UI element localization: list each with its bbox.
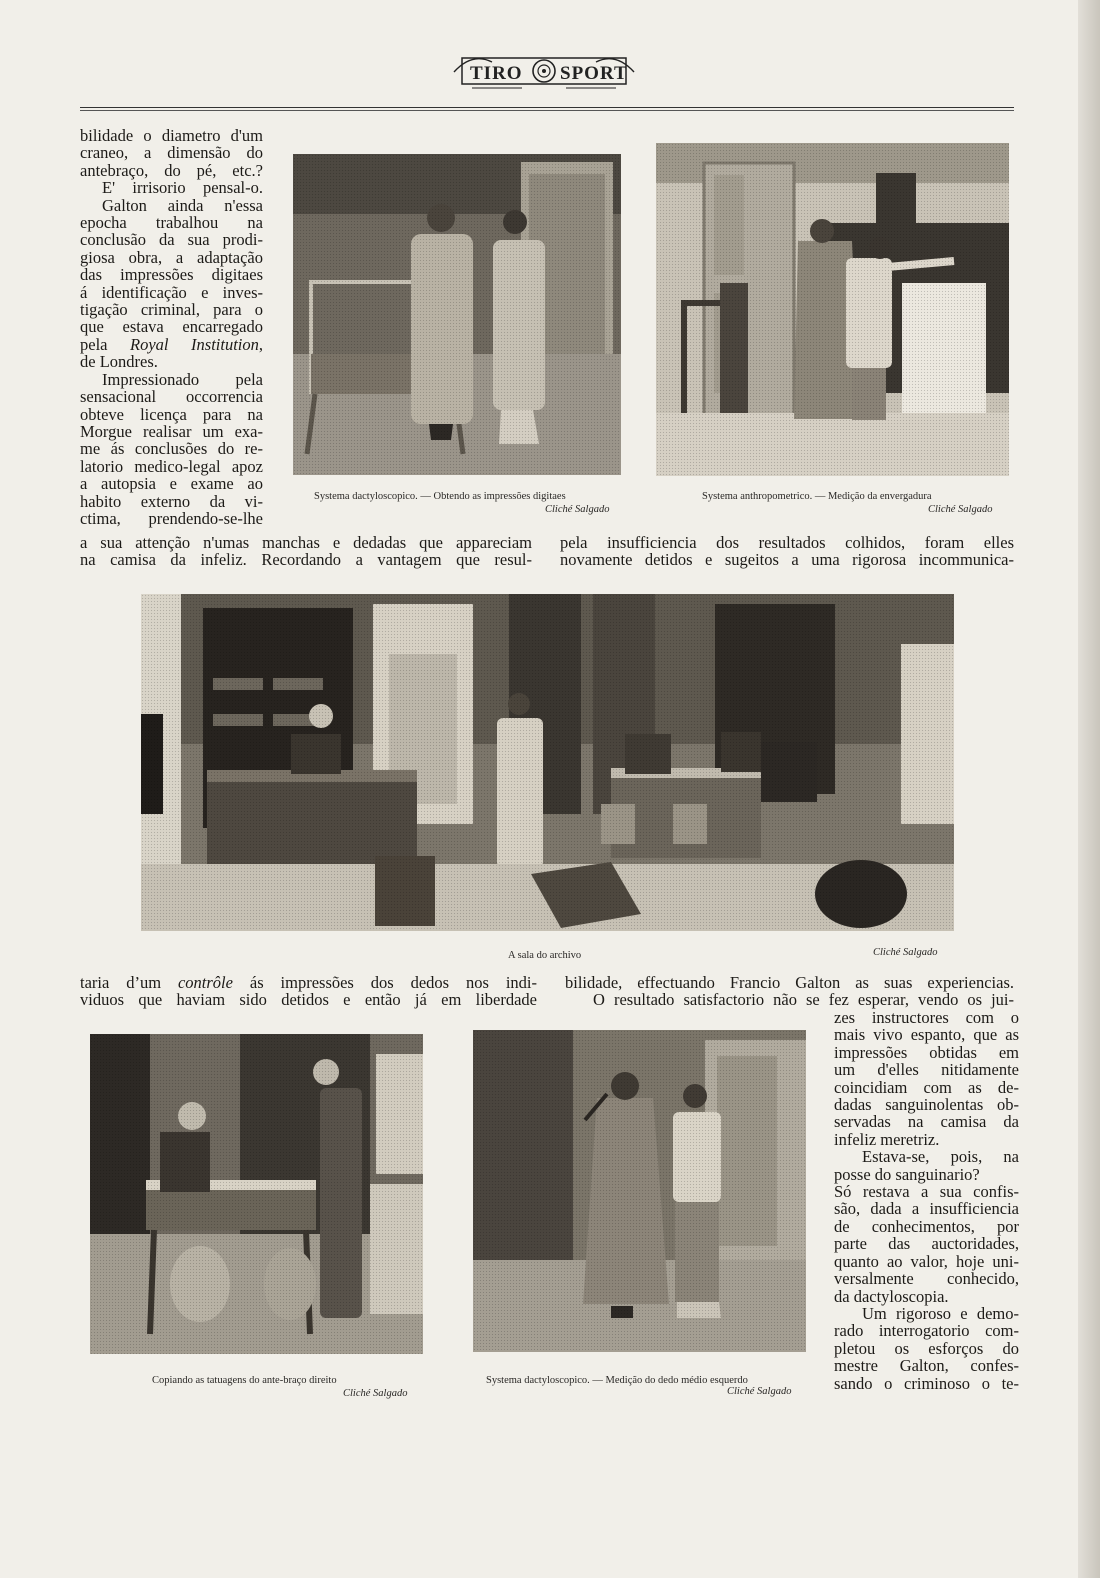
text-line: dadas sanguinolentas ob- xyxy=(834,1095,1019,1115)
text-line: ctima, prendendo-se-lhe xyxy=(80,508,263,528)
text-line: Morgue realisar um exa- xyxy=(80,421,263,441)
svg-text:SPORT: SPORT xyxy=(560,63,628,84)
svg-text:TIRO: TIRO xyxy=(470,63,523,84)
text-line: de conhecimentos, por xyxy=(834,1216,1019,1236)
italic-term: contrôle xyxy=(177,973,233,992)
text-line: á identificação e inves- xyxy=(80,282,263,302)
text-line: viduos que haviam sido detidos e então já em liberdade xyxy=(80,990,537,1010)
text-line: mestre Galton, confes- xyxy=(834,1356,1019,1376)
text-line: das impressões digitaes xyxy=(80,265,263,285)
photo-dactyloscopy-prints xyxy=(293,154,621,475)
text-line: taria d’um contrôle ás impressões dos dedos nos indi- xyxy=(80,973,537,992)
text-line: antebraço, do pé, etc.? xyxy=(80,160,263,180)
header-rule xyxy=(80,107,1014,108)
photo-credit: Cliché Salgado xyxy=(873,947,938,958)
text-line: obteve licença para na xyxy=(80,404,263,424)
photo-credit: Cliché Salgado xyxy=(727,1386,792,1397)
text-line: zes instructores com o xyxy=(834,1008,1019,1027)
text-line: são, dada a insufficiencia xyxy=(834,1199,1019,1219)
text-line: Um rigoroso e demo- xyxy=(862,1303,1019,1323)
text-line: parte das auctoridades, xyxy=(834,1234,1019,1254)
text-line: bilidade o diametro d'um xyxy=(80,126,263,145)
photo-caption: A sala do archivo xyxy=(508,950,582,961)
text-line: um d'elles nitidamente xyxy=(834,1060,1019,1080)
photo-archive-room xyxy=(141,594,954,931)
text-line: latorio medico-legal apoz xyxy=(80,456,263,476)
photo-caption: Systema dactyloscopico. — Obtendo as impressões digitaes xyxy=(314,491,566,502)
text-line: tigação criminal, para o xyxy=(80,300,263,320)
text-line: E' irrisorio pensal-o. xyxy=(102,178,263,198)
text-line: pela Royal Institution, xyxy=(80,334,263,354)
article-text-mid-right xyxy=(565,974,1014,1009)
article-column-right xyxy=(834,1009,1019,1392)
text-line: Galton ainda n'essa xyxy=(102,195,263,215)
text-line: pletou os esforços do xyxy=(834,1338,1019,1358)
header-rule xyxy=(80,110,1014,111)
text-line: mais vivo espanto, que as xyxy=(834,1025,1019,1045)
article-text-wide-right xyxy=(560,534,1014,569)
text-line: me ás conclusões do re- xyxy=(80,439,263,459)
article-column-left xyxy=(80,127,263,527)
text-line: infeliz meretriz. xyxy=(834,1129,940,1149)
page-spine-shadow xyxy=(1078,0,1100,1578)
text-line: posse do sanguinario? xyxy=(834,1164,980,1184)
text-line: a sua attenção n'umas manchas e dedadas que appareciam xyxy=(80,533,532,552)
text-line: rado interrogatorio com- xyxy=(834,1321,1019,1341)
text-line: versalmente conhecido, xyxy=(834,1269,1019,1289)
text-line: na camisa da infeliz. Recordando a vantagem que resul- xyxy=(80,550,532,570)
photo-copying-tattoos xyxy=(90,1034,423,1354)
text-line: epocha trabalhou na xyxy=(80,213,263,233)
text-line: sensacional occorrencia xyxy=(80,387,263,407)
text-line: Só restava a sua confis- xyxy=(834,1182,1019,1202)
text-line: a autopsia e exame ao xyxy=(80,474,263,494)
text-line: bilidade, effectuando Francio Galton as suas experiencias. xyxy=(565,973,1014,992)
photo-caption: Systema dactyloscopico. — Medição do dedo médio esquerdo xyxy=(486,1375,748,1386)
text-line: coincidiam com as de- xyxy=(834,1077,1019,1097)
text-line: giosa obra, a adaptação xyxy=(80,247,263,267)
text-line: Estava-se, pois, na xyxy=(862,1147,1019,1167)
article-text-mid-left xyxy=(80,974,537,1009)
masthead-logo xyxy=(452,44,636,94)
photo-caption: Systema anthropometrico. — Medição da envergadura xyxy=(702,491,932,502)
text-line: O resultado satisfactorio não se fez esperar, vendo os jui- xyxy=(593,990,1014,1010)
photo-anthropometry-wingspan xyxy=(656,143,1009,476)
text-line: da dactyloscopia. xyxy=(834,1286,949,1306)
italic-term: Royal Institution xyxy=(130,334,259,354)
text-line: pela insufficiencia dos resultados colhidos, foram elles xyxy=(560,533,1014,552)
text-line: novamente detidos e sugeitos a uma rigorosa incommunica- xyxy=(560,550,1014,570)
text-line: conclusão da sua prodi- xyxy=(80,230,263,250)
text-line: craneo, a dimensão do xyxy=(80,143,263,163)
text-line: que estava encarregado xyxy=(80,317,263,337)
text-line: habito externo da vi- xyxy=(80,491,263,511)
photo-credit: Cliché Salgado xyxy=(545,504,610,515)
photo-caption: Copiando as tatuagens do ante-braço direito xyxy=(152,1375,337,1386)
photo-credit: Cliché Salgado xyxy=(343,1388,408,1399)
article-text-wide-left xyxy=(80,534,532,569)
text-line: impressões obtidas em xyxy=(834,1042,1019,1062)
text-line: de Londres. xyxy=(80,352,158,372)
text-line: quanto ao valor, hoje uni- xyxy=(834,1251,1019,1271)
text-line: servadas na camisa da xyxy=(834,1112,1019,1132)
photo-middle-finger-measurement xyxy=(473,1030,806,1352)
photo-credit: Cliché Salgado xyxy=(928,504,993,515)
text-line: sando o criminoso o te- xyxy=(834,1373,1019,1393)
text-line: Impressionado pela xyxy=(102,369,263,389)
